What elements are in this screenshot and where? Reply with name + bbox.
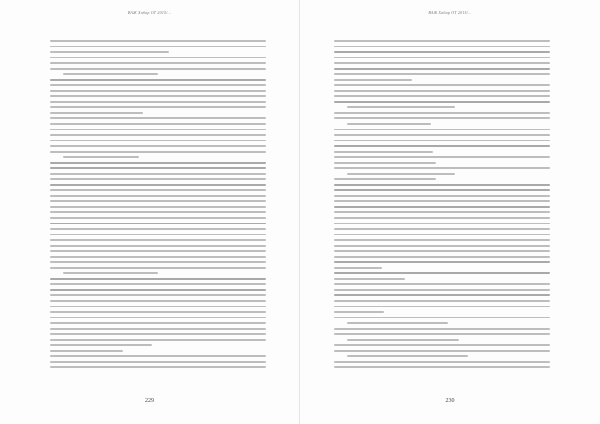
text-line [334,306,550,308]
text-line [334,261,550,263]
text-line [50,200,266,202]
text-line [50,223,266,225]
text-line [50,84,266,86]
text-line [334,145,550,147]
text-line [334,140,550,142]
text-line [50,250,266,252]
text-line [50,294,266,296]
text-line [63,272,158,274]
text-line [50,261,266,263]
text-line [63,156,139,158]
text-line [50,40,266,42]
text-line [334,223,550,225]
text-line [334,84,550,86]
text-line [50,145,266,147]
text-line [334,156,550,158]
text-line [334,211,550,213]
text-line [50,151,266,153]
text-line [334,250,550,252]
right-page-number: 230 [445,398,455,404]
text-line [50,134,266,136]
text-line [347,173,455,175]
text-line [347,123,431,125]
text-line [50,173,266,175]
text-line [334,167,550,169]
text-line [50,184,266,186]
text-line [334,283,550,285]
text-line [50,289,266,291]
text-line [334,184,550,186]
text-line [50,361,266,363]
text-line [334,95,550,97]
text-line [334,178,436,180]
text-line [63,73,158,75]
text-line [334,112,550,114]
text-line [50,278,266,280]
text-line [50,117,266,119]
text-line [50,306,266,308]
text-line [334,289,550,291]
text-line [347,355,468,357]
text-line [50,355,266,357]
text-line [334,217,550,219]
text-line [50,106,266,108]
text-line [50,95,266,97]
text-line [50,228,266,230]
text-line [50,189,266,191]
text-line [50,129,266,131]
left-running-head: ВАЖ Хабар ОТ 2015/... [127,10,172,15]
text-line [334,46,550,48]
text-line [334,206,550,208]
text-line [50,317,266,319]
text-line [50,123,266,125]
text-line [334,40,550,42]
text-line [50,350,123,352]
text-line [50,366,266,368]
text-line [334,68,550,70]
right-running-head: ВАЖ Хабар ОТ 2015/... [428,10,472,15]
text-line [347,339,459,341]
text-line [334,51,550,53]
text-line [334,344,550,346]
text-line [50,112,143,114]
text-line [50,101,266,103]
right-page [300,0,600,424]
text-line [50,311,266,313]
text-line [50,206,266,208]
left-page-number: 229 [145,398,154,404]
text-line [334,73,550,75]
text-line [334,350,550,352]
text-line [50,79,266,81]
text-line [50,178,266,180]
text-line [334,311,384,313]
text-line [50,217,266,219]
text-line [334,117,550,119]
text-line [334,272,550,274]
text-line [50,62,266,64]
text-line [50,234,266,236]
text-line [334,239,550,241]
text-line [334,267,382,269]
text-line [334,278,405,280]
text-line [50,245,266,247]
text-line [50,339,266,341]
text-line [334,361,550,363]
text-line [334,189,550,191]
text-line [347,322,449,324]
text-line [334,317,550,319]
text-line [50,90,266,92]
text-line [347,106,455,108]
text-line [334,200,550,202]
text-line [50,322,266,324]
text-line [334,366,550,368]
text-line [334,234,550,236]
text-line [334,90,550,92]
text-line [50,239,266,241]
text-line [50,300,266,302]
text-line [50,195,266,197]
text-line [334,101,550,103]
text-line [50,162,266,164]
text-line [334,333,550,335]
text-line [50,167,266,169]
text-line [50,140,266,142]
text-line [334,245,550,247]
text-line [334,300,550,302]
text-line [334,228,550,230]
text-line [50,333,266,335]
text-line [334,134,550,136]
text-line [334,57,550,59]
text-line [334,79,412,81]
text-line [334,328,550,330]
text-line [334,62,550,64]
text-line [50,256,266,258]
text-line [50,57,266,59]
text-line [334,129,550,131]
text-line [50,68,266,70]
text-line [50,283,266,285]
right-text-block [334,40,550,372]
text-line [334,151,433,153]
text-line [50,267,266,269]
text-line [50,211,266,213]
text-line [50,46,266,48]
text-line [334,162,436,164]
left-text-block [50,40,266,372]
text-line [50,51,169,53]
text-line [334,256,550,258]
text-line [334,294,550,296]
text-line [50,328,266,330]
text-line [334,195,550,197]
text-line [50,344,152,346]
